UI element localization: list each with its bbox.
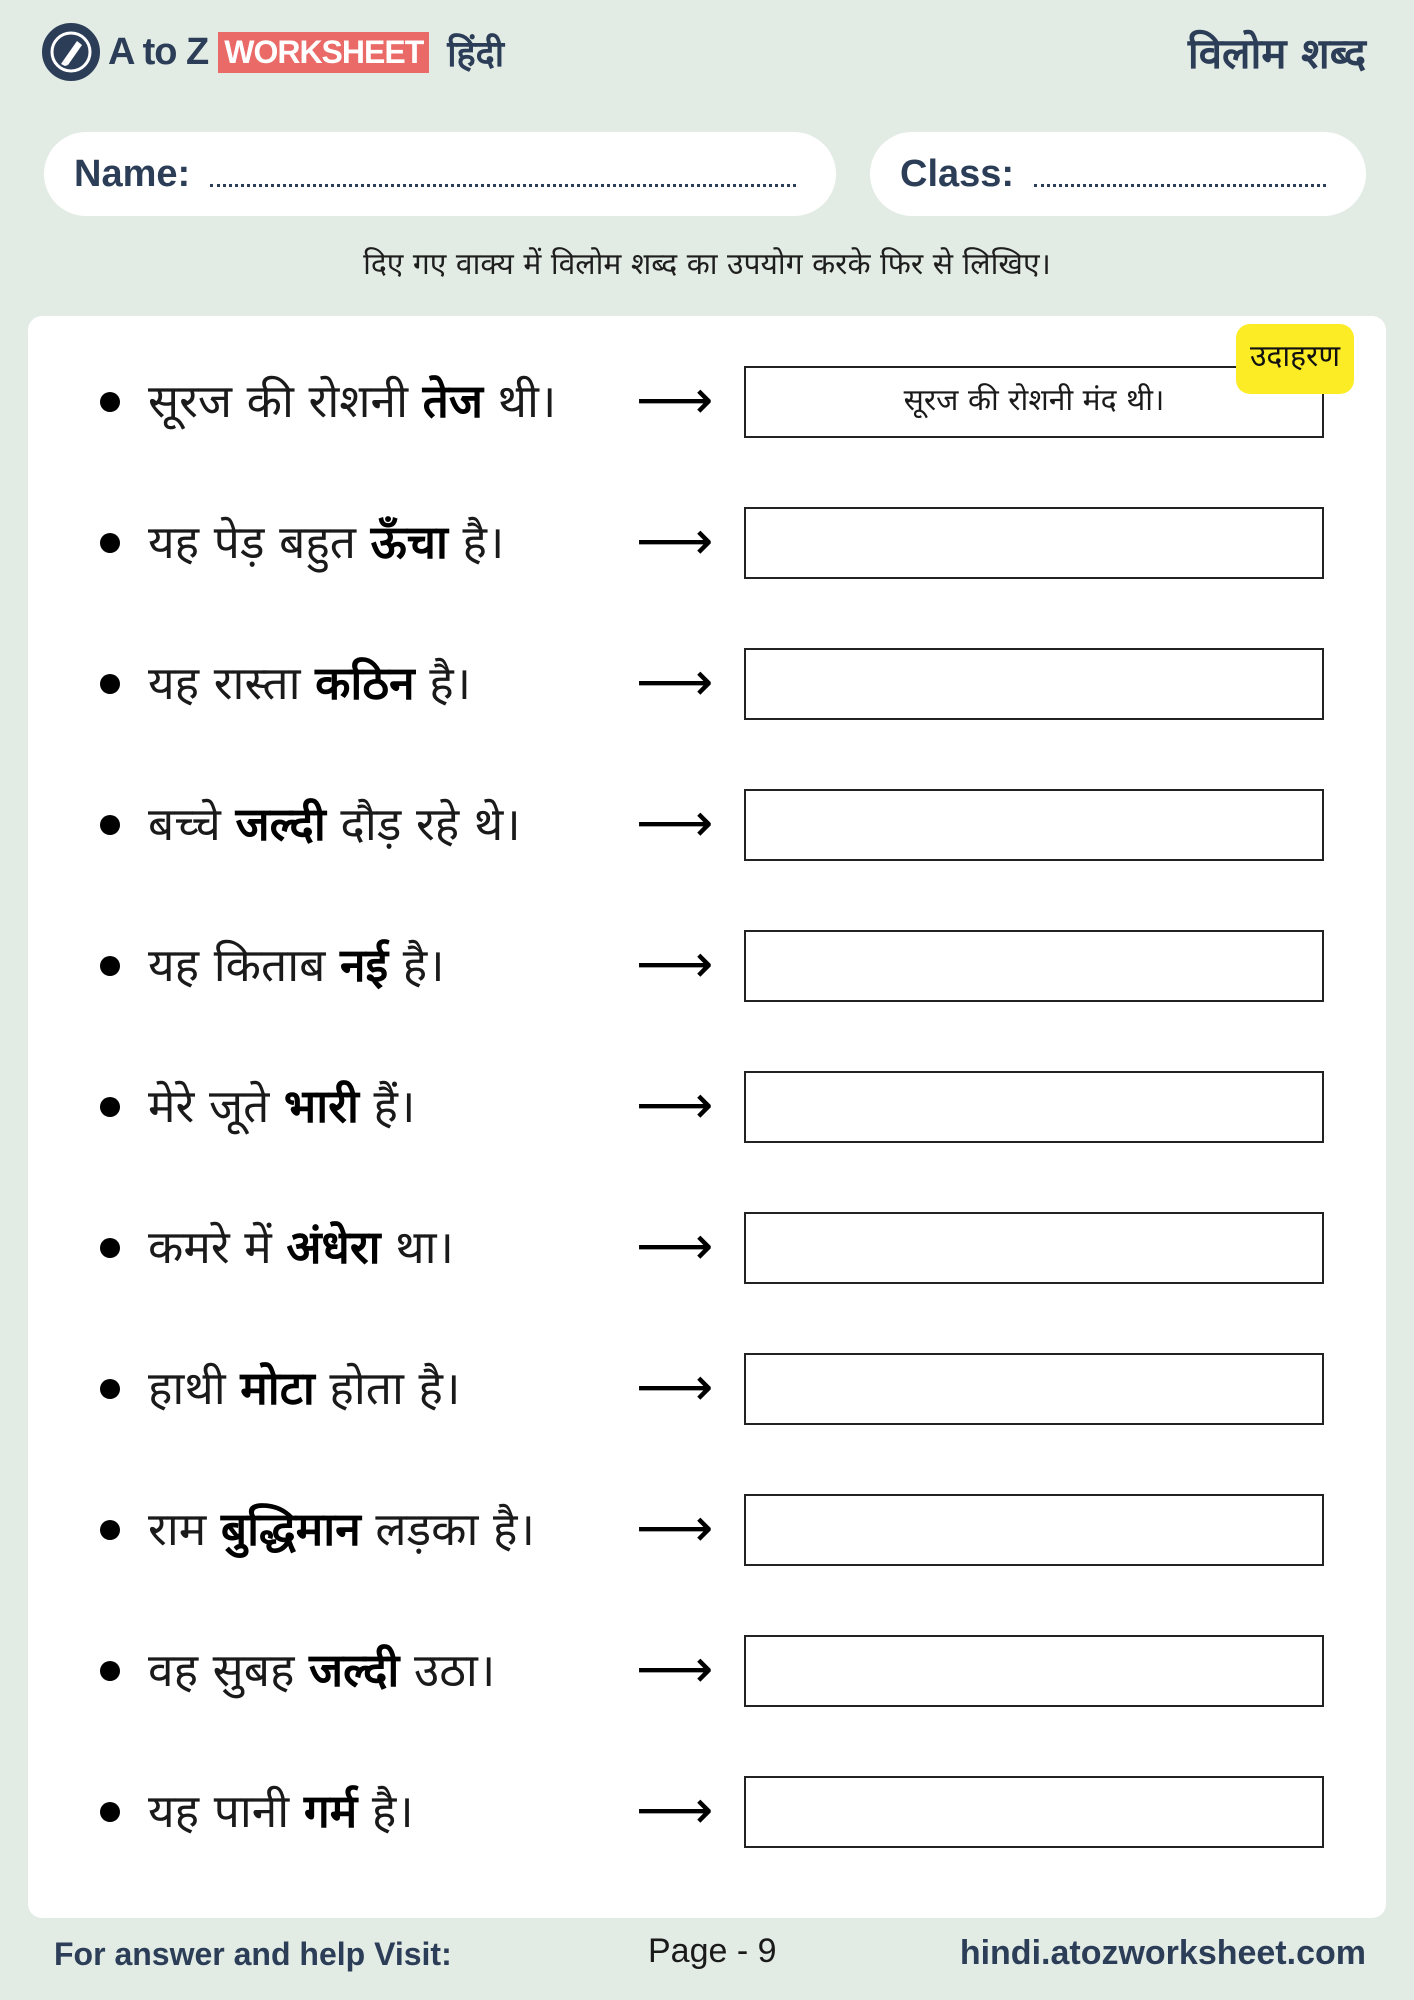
exercise-row [28,1625,1386,1715]
sentence-start: सूरज की रोशनी [148,374,423,428]
sentence-end: लड़का है। [360,1502,535,1556]
exercise-row [28,497,1386,587]
target-word: अंधेरा [286,1220,381,1274]
bullet-icon [100,392,120,412]
sentence-start: वह सुबह [148,1643,310,1697]
exercise-row [28,1766,1386,1856]
target-word: गर्म [303,1784,358,1838]
target-word: बुद्धिमान [220,1502,361,1556]
brand-logo [42,20,504,84]
answer-box[interactable] [744,1212,1324,1284]
bullet-icon [100,1379,120,1399]
sentence-end: है। [388,938,445,992]
class-field[interactable] [870,132,1366,216]
footer-help-text: For answer and help Visit: [54,1936,452,1972]
sentence-start: मेरे जूते [148,1079,284,1133]
answer-box[interactable] [744,789,1324,861]
bullet-icon [100,533,120,553]
footer-website-link[interactable]: hindi.atozworksheet.com [959,1934,1366,1972]
sentence [148,1202,454,1292]
arrow-right-icon: ⟶ [636,1637,714,1700]
arrow-right-icon: ⟶ [636,509,714,572]
sentence [148,497,504,587]
sentence [148,356,556,446]
exercise-row [28,339,1386,446]
sentence [148,638,471,728]
sentence-end: दौड़ रहे थे। [325,797,521,851]
arrow-right-icon: ⟶ [636,932,714,995]
target-word: तेज [422,374,483,428]
exercise-row [28,920,1386,1010]
arrow-right-icon: ⟶ [636,1214,714,1277]
bullet-icon [100,1802,120,1822]
arrow-right-icon: ⟶ [636,1778,714,1841]
brand-hindi-text: हिंदी [447,33,505,75]
page-title: विलोम शब्द [1187,29,1366,78]
sentence-end: था। [380,1220,454,1274]
bullet-icon [100,956,120,976]
class-label: Class: [900,152,1015,195]
brand-worksheet-text: WORKSHEET [218,32,429,73]
sentence [148,920,445,1010]
exercise-row [28,779,1386,869]
sentence-start: यह किताब [148,938,340,992]
sentence [148,1343,460,1433]
sentence-end: है। [357,1784,414,1838]
instruction-text: दिए गए वाक्य में विलोम शब्द का उपयोग करके फिर से लिखिए। [363,247,1051,282]
sentence-start: यह पानी [148,1784,304,1838]
target-word: ऊँचा [370,515,448,569]
exercise-row [28,638,1386,728]
name-label: Name: [74,152,191,195]
name-field[interactable] [44,132,836,216]
arrow-right-icon: ⟶ [636,1073,714,1136]
arrow-right-icon: ⟶ [636,1496,714,1559]
exercise-row [28,1202,1386,1292]
sentence-end: उठा। [399,1643,496,1697]
bullet-icon [100,1097,120,1117]
answer-box[interactable] [744,930,1324,1002]
sentence [148,779,521,869]
bullet-icon [100,1520,120,1540]
answer-box[interactable] [744,507,1324,579]
sentence-start: कमरे में [148,1220,287,1274]
example-answer-box[interactable]: सूरज की रोशनी मंद थी। [744,366,1324,438]
sentence-start: यह रास्ता [148,656,316,710]
name-input-line[interactable] [210,184,796,187]
answer-box[interactable] [744,648,1324,720]
sentence-end: होता है। [314,1361,461,1415]
sentence-end: थी। [482,374,557,428]
answer-box[interactable] [744,1494,1324,1566]
answer-box[interactable] [744,1071,1324,1143]
sentence [148,1625,495,1715]
sentence-start: बच्चे [148,797,236,851]
exercise-row [28,1061,1386,1151]
sentence-end: है। [447,515,505,569]
sentence-start: यह पेड़ बहुत [148,515,371,569]
exercise-row [28,1343,1386,1433]
arrow-right-icon: ⟶ [636,368,714,431]
answer-box[interactable] [744,1353,1324,1425]
example-badge: उदाहरण [1236,324,1354,394]
sentence-start: राम [148,1502,221,1556]
sentence-start: हाथी [148,1361,241,1415]
target-word: नई [340,938,389,992]
exercise-row [28,1484,1386,1574]
sentence [148,1766,414,1856]
answer-box[interactable] [744,1635,1324,1707]
target-word: मोटा [240,1361,315,1415]
page-number: Page - 9 [648,1932,777,1970]
bullet-icon [100,1238,120,1258]
target-word: कठिन [315,656,415,710]
exercise-card [28,316,1386,1918]
bullet-icon [100,815,120,835]
target-word: जल्दी [309,1643,400,1697]
sentence [148,1484,535,1574]
arrow-right-icon: ⟶ [636,791,714,854]
bullet-icon [100,674,120,694]
answer-box[interactable] [744,1776,1324,1848]
pen-nib-icon [42,23,100,81]
target-word: भारी [283,1079,359,1133]
sentence [148,1061,415,1151]
arrow-right-icon: ⟶ [636,1355,714,1418]
bullet-icon [100,1661,120,1681]
class-input-line[interactable] [1034,184,1326,187]
target-word: जल्दी [235,797,326,851]
brand-az-text: A to Z [108,30,209,73]
sentence-end: हैं। [358,1079,416,1133]
arrow-right-icon: ⟶ [636,650,714,713]
sentence-end: है। [414,656,472,710]
